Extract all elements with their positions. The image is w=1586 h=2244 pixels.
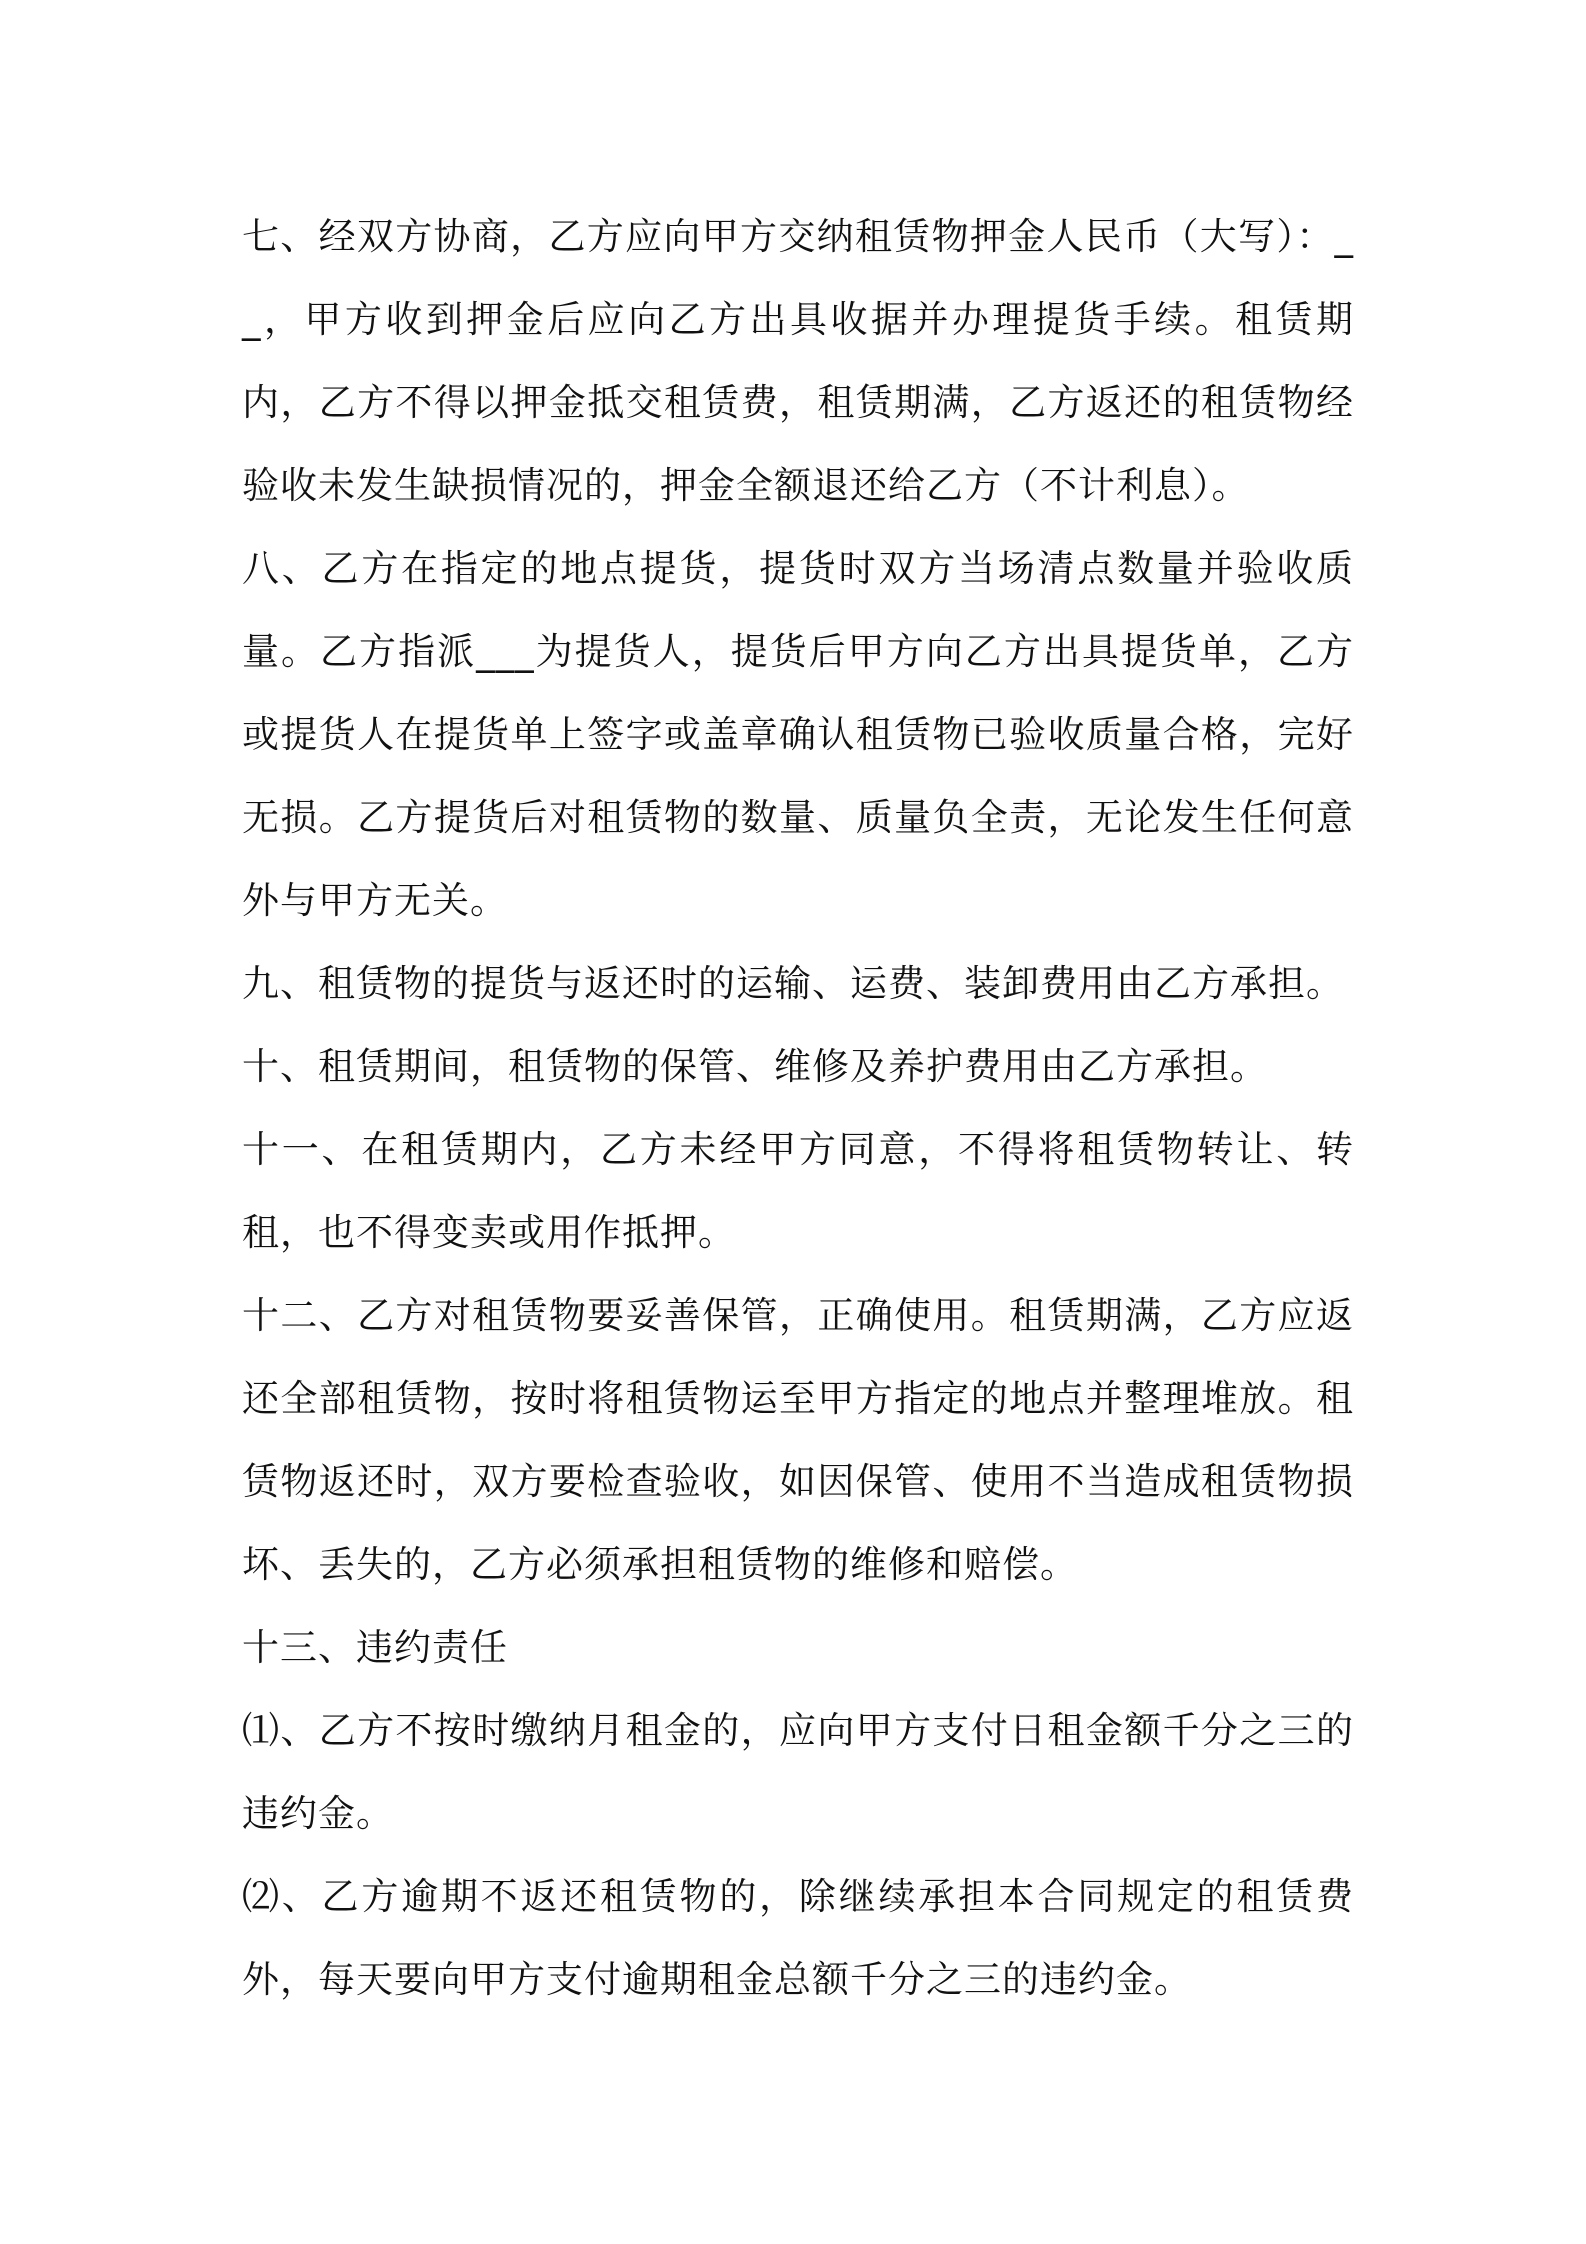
clause-9-paragraph: 九、租赁物的提货与返还时的运输、运费、装卸费用由乙方承担。 bbox=[242, 962, 1344, 1005]
clause-13-item-1: ⑴、乙方不按时缴纳月租金的，应向甲方支付日租金额千分之三的违约金。 bbox=[242, 1709, 1354, 1835]
clause-12-paragraph: 十二、乙方对租赁物要妥善保管，正确使用。租赁期满，乙方应返还全部租赁物，按时将租赁物运至甲方指定的地点并整理堆放。租赁物返还时，双方要检查验收，如因保管、使用不当造成租赁物损坏、丢失的，乙方必须承担租赁物的维修和赔偿。 bbox=[242, 1294, 1354, 1586]
clause-13-item-2: ⑵、乙方逾期不返还租赁物的，除继续承担本合同规定的租赁费外，每天要向甲方支付逾期租金总额千分之三的违约金。 bbox=[242, 1875, 1354, 2001]
clause-8-paragraph: 八、乙方在指定的地点提货，提货时双方当场清点数量并验收质量。乙方指派___为提货人，提货后甲方向乙方出具提货单，乙方或提货人在提货单上签字或盖章确认租赁物已验收质量合格，完好无损。乙方提货后对租赁物的数量、质量负全责，无论发生任何意外与甲方无关。 bbox=[242, 547, 1354, 922]
clause-13-heading: 十三、违约责任 bbox=[242, 1626, 508, 1669]
clause-10-paragraph: 十、租赁期间，租赁物的保管、维修及养护费用由乙方承担。 bbox=[242, 1045, 1268, 1088]
clause-11-paragraph: 十一、在租赁期内，乙方未经甲方同意，不得将租赁物转让、转租，也不得变卖或用作抵押。 bbox=[242, 1128, 1354, 1254]
contract-body bbox=[242, 195, 1354, 2021]
clause-7-paragraph: 七、经双方协商，乙方应向甲方交纳租赁物押金人民币（大写）：__，甲方收到押金后应向乙方出具收据并办理提货手续。租赁期内，乙方不得以押金抵交租赁费，租赁期满，乙方返还的租赁物经验收未发生缺损情况的，押金全额退还给乙方（不计利息）。 bbox=[242, 215, 1354, 507]
